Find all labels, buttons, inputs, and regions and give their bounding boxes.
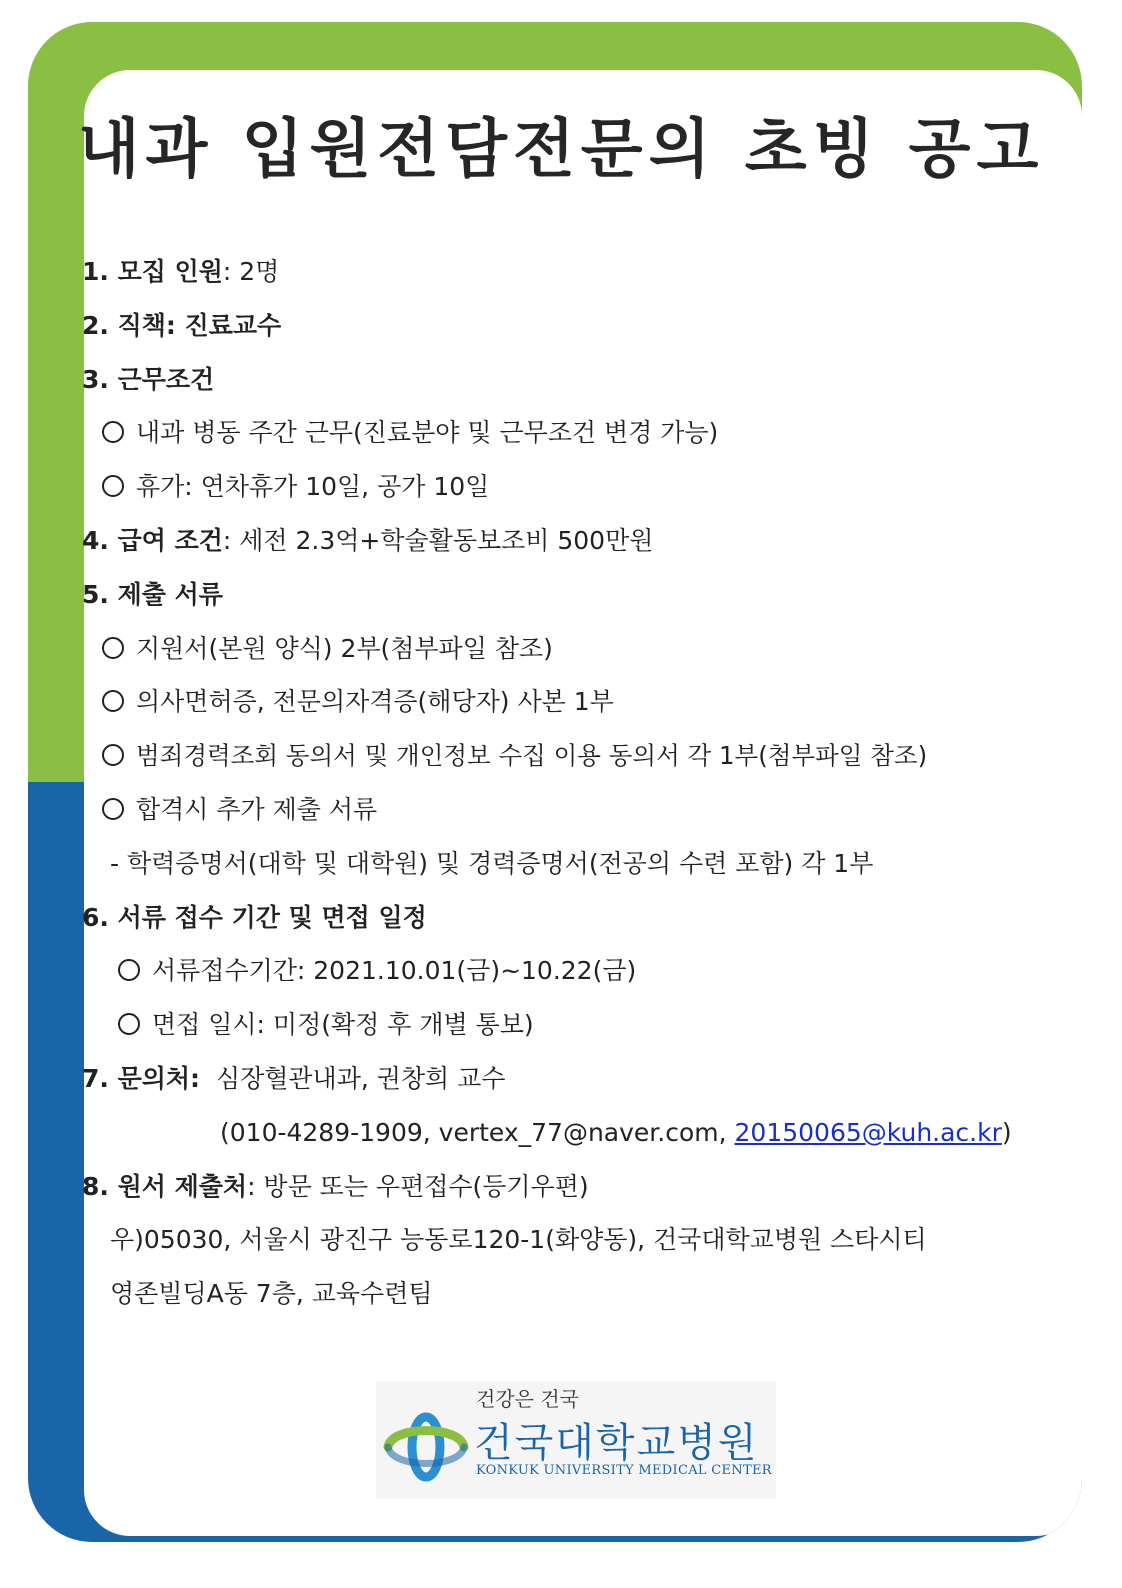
list-item: 서류접수기간: 2021.10.01(금)~10.22(금) <box>82 951 1072 1005</box>
circle-bullet-icon <box>102 798 124 820</box>
section-salary: 4. 급여 조건: 세전 2.3억+학술활동보조비 500만원 <box>82 525 654 555</box>
logo-slogan: 건강은 건국 <box>476 1387 579 1411</box>
list-item: 합격시 추가 제출 서류 <box>82 790 1072 844</box>
circle-bullet-icon <box>118 959 140 981</box>
contact-details: (010-4289-1909, vertex_77@naver.com, 20150065@kuh.ac.kr) <box>220 1117 1012 1147</box>
list-item: 면접 일시: 미정(확정 후 개별 통보) <box>82 1005 1072 1059</box>
section-recruit-count: 1. 모집 인원: 2명 <box>82 257 280 286</box>
section-position: 2. 직책: 진료교수 <box>82 310 282 340</box>
list-item: 내과 병동 주간 근무(진료분야 및 근무조건 변경 가능) <box>82 413 1072 467</box>
list-item: 지원서(본원 양식) 2부(첨부파일 참조) <box>82 629 1072 683</box>
list-item: 휴가: 연차휴가 10일, 공가 10일 <box>82 467 1072 521</box>
circle-bullet-icon <box>102 637 124 659</box>
logo-name: 건국대학교병원 <box>474 1420 759 1466</box>
list-item: 의사면허증, 전문의자격증(해당자) 사본 1부 <box>82 682 1072 736</box>
notice-content <box>82 252 1072 1328</box>
section-work-conditions: 3. 근무조건 <box>82 364 215 394</box>
logo-emblem-icon <box>382 1411 470 1483</box>
circle-bullet-icon <box>102 690 124 712</box>
list-sub-item: - 학력증명서(대학 및 대학원) 및 경력증명서(전공의 수련 포함) 각 1부 <box>110 848 874 878</box>
section-schedule: 6. 서류 접수 기간 및 면접 일정 <box>82 902 427 932</box>
email-link[interactable]: 20150065@kuh.ac.kr <box>734 1117 1002 1147</box>
page-title: 내과 입원전담전문의 초빙 공고 <box>77 113 1045 187</box>
address-line-1: 우)05030, 서울시 광진구 능동로120-1(화양동), 건국대학교병원 스타시티 <box>110 1225 927 1255</box>
list-item: 범죄경력조회 동의서 및 개인정보 수집 이용 동의서 각 1부(첨부파일 참조) <box>82 736 1072 790</box>
circle-bullet-icon <box>102 744 124 766</box>
section-documents: 5. 제출 서류 <box>82 579 223 609</box>
section-submission: 8. 원서 제출처: 방문 또는 우편접수(등기우편) <box>82 1171 589 1201</box>
logo-english-name: KONKUK UNIVERSITY MEDICAL CENTER <box>476 1463 772 1478</box>
section-contact: 7. 문의처: 심장혈관내과, 권창희 교수 <box>82 1063 506 1093</box>
circle-bullet-icon <box>102 421 124 443</box>
address-line-2: 영존빌딩A동 7층, 교육수련팀 <box>110 1279 433 1309</box>
hospital-logo <box>376 1381 776 1499</box>
circle-bullet-icon <box>118 1013 140 1035</box>
circle-bullet-icon <box>102 475 124 497</box>
